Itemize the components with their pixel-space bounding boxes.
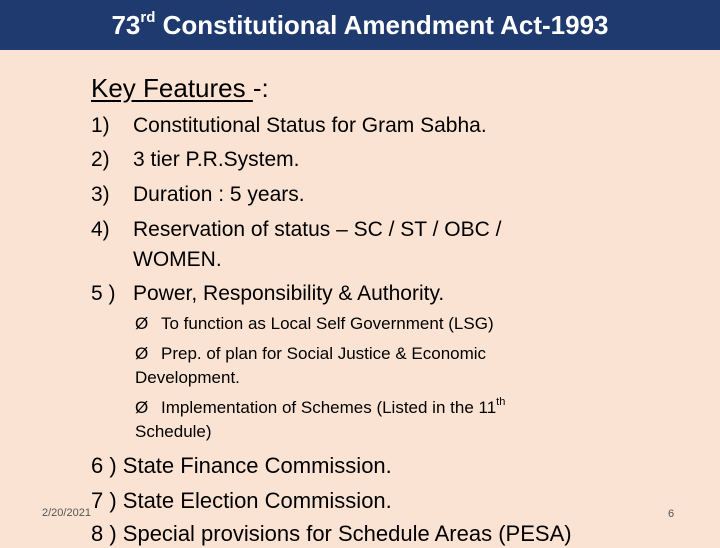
list-item — [0, 217, 720, 277]
item-text: Constitutional Status for Gram Sabha. — [133, 114, 487, 137]
heading-suffix: -: — [252, 73, 269, 103]
list-item: 8 ) Special provisions for Schedule Areas (PESA) — [91, 521, 572, 546]
item-text: Power, Responsibility & Authority. — [133, 282, 445, 305]
sub-list-item — [0, 396, 720, 444]
sub-item-text-continued: Development. — [135, 368, 240, 387]
sub-item-text — [161, 396, 505, 420]
item-text: Reservation of status – SC / ST / OBC / — [133, 218, 502, 241]
heading-underlined: Key Features — [91, 73, 253, 103]
sub-item-text: To function as Local Self Government (LSG) — [161, 314, 494, 333]
item-number: 1) — [91, 114, 110, 137]
sub-item-text-continued: Schedule) — [135, 422, 212, 441]
item-text-continued: WOMEN. — [133, 248, 222, 271]
footer-date: 2/20/2021 — [42, 507, 91, 519]
page-number: 6 — [668, 508, 675, 520]
item-number: 2) — [91, 148, 110, 171]
list-item: 6 ) State Finance Commission. — [91, 453, 392, 478]
section-heading — [91, 72, 269, 104]
arrow-bullet-icon: Ø — [135, 398, 149, 417]
sub-item-text: Prep. of plan for Social Justice & Economic — [161, 344, 487, 363]
sub-item-superscript: th — [496, 396, 506, 409]
title-text: Constitutional Amendment Act-1993 — [155, 10, 609, 40]
slide-title — [0, 8, 720, 42]
item-number: 3) — [91, 183, 110, 206]
arrow-bullet-icon: Ø — [135, 314, 149, 333]
arrow-bullet-icon: Ø — [135, 344, 149, 363]
title-superscript: rd — [140, 9, 156, 27]
item-text: Duration : 5 years. — [133, 183, 305, 206]
sub-item-text-main: Implementation of Schemes (Listed in the 11 — [161, 398, 497, 417]
item-number: 5 ) — [91, 282, 116, 305]
item-text: 3 tier P.R.System. — [133, 148, 300, 171]
sub-list-item — [0, 342, 720, 390]
list-item: 7 ) State Election Commission. — [91, 488, 392, 513]
title-number: 73 — [111, 10, 141, 40]
item-number: 4) — [91, 218, 110, 241]
